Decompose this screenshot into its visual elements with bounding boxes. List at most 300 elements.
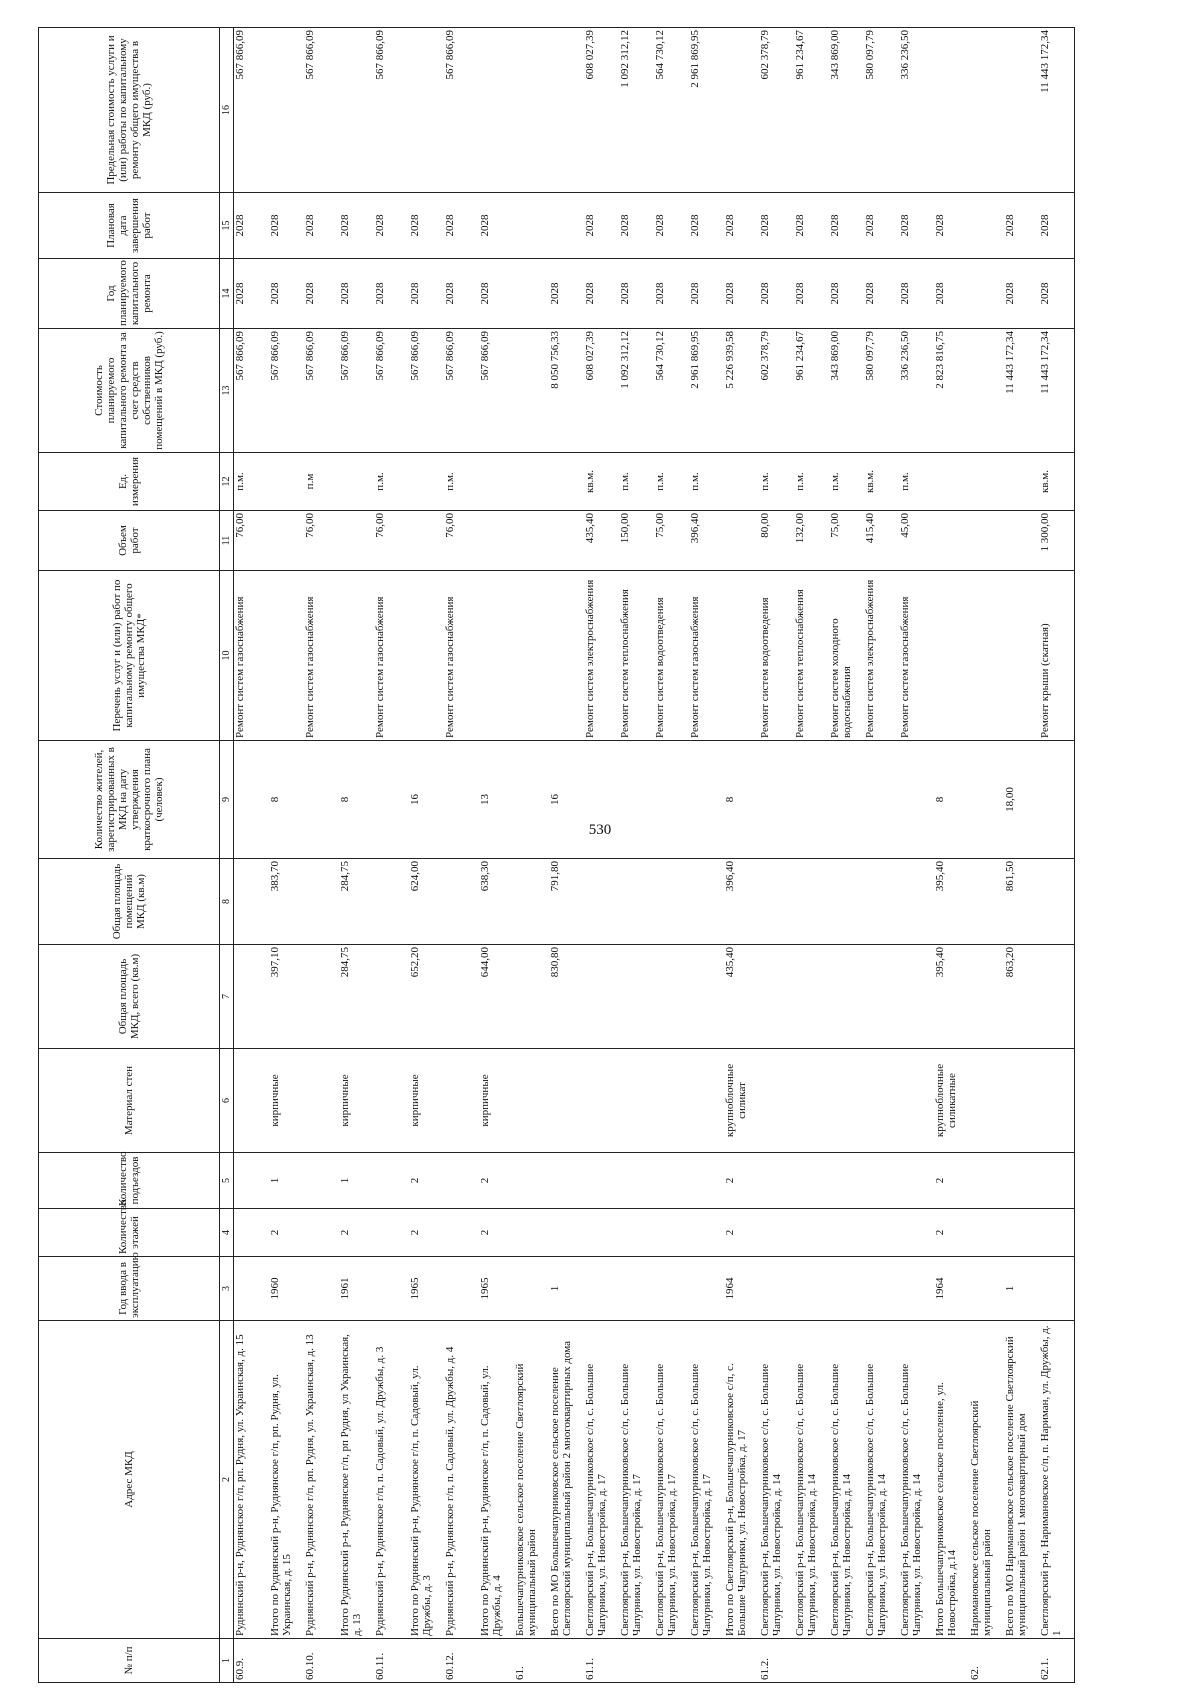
table-row [584,28,619,1683]
table-row [444,28,479,1683]
column-header: Материал стен [39,1049,220,1153]
table-cell: Итого по Светлоярский р-н, Большечапурниковское с/п, с. Большие Чапурники, ул. Новостройка, д. 17 [724,1321,759,1639]
table-cell [969,859,1004,945]
table-cell: Итого по Руднянский р-н, Руднянское г/п, п. Садовый, ул. Дружбы, д. 4 [479,1321,514,1639]
table-cell: 61. [514,1639,549,1683]
table-cell [444,1257,479,1321]
table-cell: 2028 [619,193,654,259]
table-cell: 2028 [689,259,724,329]
table-cell: 861,50 [1004,859,1039,945]
table-row [304,28,339,1683]
table-cell [549,511,584,571]
table-row [409,28,444,1683]
table-body [234,28,1075,1683]
table-cell [689,1049,724,1153]
table-cell [724,453,759,511]
table-cell: 567 866,09 [479,329,514,453]
table-cell: кв.м. [1039,453,1075,511]
table-cell [619,1209,654,1257]
table-cell [549,1639,584,1683]
table-cell: 2028 [234,193,270,259]
table-cell: 2028 [759,259,794,329]
table-cell [619,1153,654,1209]
table-cell [969,741,1004,859]
table-cell [584,1257,619,1321]
table-cell: Ремонт систем водоотведения [759,571,794,741]
table-cell: 2 [409,1153,444,1209]
table-cell [794,1257,829,1321]
table-cell [479,571,514,741]
table-cell: Руднянский р-н, Руднянское г/п, рп. Рудня, ул. Украинская, д. 15 [234,1321,270,1639]
table-cell [514,945,549,1049]
column-header: Год ввода в эксплуатацию [39,1257,220,1321]
table-cell: 2028 [829,193,864,259]
table-cell: 2 [479,1209,514,1257]
table-cell [794,1153,829,1209]
table-cell [549,1153,584,1209]
table-cell: 638,30 [479,859,514,945]
table-cell: п.м. [234,453,270,511]
table-row [759,28,794,1683]
table-cell: 8 [724,741,759,859]
table-cell: Светлоярский р-н, Большечапурниковское с/п, с. Большие Чапурники, ул. Новостройка, д. 17 [584,1321,619,1639]
table-cell [1039,945,1075,1049]
table-cell [759,1049,794,1153]
table-cell: п.м. [689,453,724,511]
table-cell: 336 236,50 [899,28,934,193]
table-cell: 8 [934,741,969,859]
table-cell: Ремонт систем газоснабжения [304,571,339,741]
table-cell: Светлоярский р-н, Большечапурниковское с/п, с. Большие Чапурники, ул. Новостройка, д. 17 [619,1321,654,1639]
table-cell: Итого Большечапурниковское сельское поселение, ул. Новостройка, д.14 [934,1321,969,1639]
column-number: 14 [220,259,234,329]
table-row [619,28,654,1683]
table-cell: 961 234,67 [794,329,829,453]
table-cell: 2028 [864,259,899,329]
table-cell [549,571,584,741]
table-cell [514,741,549,859]
table-cell: Ремонт систем теплоснабжения [794,571,829,741]
table-cell: 2028 [584,193,619,259]
table-cell: Руднянский р-н, Руднянское г/п, рп. Рудня, ул. Украинская, д. 13 [304,1321,339,1639]
table-cell: 2028 [1039,193,1075,259]
table-cell [969,511,1004,571]
table-cell [479,453,514,511]
table-cell [1004,1209,1039,1257]
table-cell: Ремонт систем электроснабжения [864,571,899,741]
column-number: 11 [220,511,234,571]
table-cell [444,1049,479,1153]
table-cell: 16 [549,741,584,859]
table-cell [864,1209,899,1257]
table-cell [1039,859,1075,945]
table-cell [479,28,514,193]
table-cell: Наримановское сельское поселение Светлоярский муниципальный район [969,1321,1004,1639]
table-cell: 644,00 [479,945,514,1049]
table-cell [339,453,374,511]
table-cell [654,1049,689,1153]
table-cell [899,1049,934,1153]
table-cell: Итого по Руднянский р-н, Руднянское г/п, п. Садовый, ул. Дружбы, д. 3 [409,1321,444,1639]
table-cell [374,1153,409,1209]
table-row [374,28,409,1683]
table-cell: 1 [269,1153,304,1209]
table-cell: 396,40 [724,859,759,945]
table-cell [549,193,584,259]
table-cell: кирпичные [479,1049,514,1153]
table-cell [969,28,1004,193]
table-cell [969,1049,1004,1153]
column-header: Перечень услуг и (или) работ по капитальному ремонту общего имущества МКД* [39,571,220,741]
table-cell: 13 [479,741,514,859]
table-cell [619,1639,654,1683]
table-cell: 2 [934,1209,969,1257]
table-cell: Руднянский р-н, Руднянское г/п, п. Садовый, ул. Дружбы, д. 3 [374,1321,409,1639]
table-cell: 652,20 [409,945,444,1049]
table-cell [969,259,1004,329]
table-cell: 2 961 869,95 [689,329,724,453]
table-cell [934,28,969,193]
table-cell: 2028 [374,193,409,259]
table-cell: Ремонт систем газоснабжения [689,571,724,741]
column-number: 1 [220,1639,234,1683]
table-cell: 608 027,39 [584,329,619,453]
column-header: Количество этажей [39,1209,220,1257]
column-number: 15 [220,193,234,259]
table-cell [444,859,479,945]
table-cell: п.м. [619,453,654,511]
table-cell [304,741,339,859]
table-cell [514,1049,549,1153]
column-header: Объем работ [39,511,220,571]
table-cell [969,1209,1004,1257]
table-cell: п.м. [899,453,934,511]
table-cell [514,193,549,259]
column-header: Общая площадь помещений МКД (кв.м) [39,859,220,945]
table-cell: 18,00 [1004,741,1039,859]
table-cell [619,859,654,945]
table-cell [899,1153,934,1209]
table-cell [899,1639,934,1683]
table-cell: 1965 [409,1257,444,1321]
table-cell: 75,00 [829,511,864,571]
table-cell: п.м. [759,453,794,511]
table-cell [969,1153,1004,1209]
table-cell [1004,1153,1039,1209]
table-cell: 343 869,00 [829,28,864,193]
table-cell: 2 [409,1209,444,1257]
table-cell: 2028 [724,259,759,329]
table-row [549,28,584,1683]
table-cell: 60.11. [374,1639,409,1683]
table-cell: Всего по МО Наримановское сельское поселение Светлоярский муниципальный район 1 многоквартирный дом [1004,1321,1039,1639]
column-number: 16 [220,28,234,193]
table-cell [304,1049,339,1153]
table-cell: Ремонт систем газоснабжения [899,571,934,741]
table-cell: п.м. [444,453,479,511]
table-cell [514,453,549,511]
table-cell: 76,00 [304,511,339,571]
table-cell: 2028 [934,193,969,259]
table-cell [304,945,339,1049]
table-cell [829,1257,864,1321]
column-header: Предельная стоимость услуги и (или) работы по капитальному ремонту общего имущества в МКД (руб.) [39,28,220,193]
table-cell: 2028 [339,259,374,329]
column-number: 8 [220,859,234,945]
table-cell: 567 866,09 [234,329,270,453]
table-cell: 11 443 172,34 [1039,28,1075,193]
table-cell: 76,00 [374,511,409,571]
table-cell [864,1049,899,1153]
table-cell: 2028 [269,193,304,259]
table-cell [234,1209,270,1257]
table-cell [514,1257,549,1321]
table-cell: 567 866,09 [444,28,479,193]
table-cell: 2028 [269,259,304,329]
table-header-row [39,28,220,1683]
table-cell [339,571,374,741]
table-cell: 396,40 [689,511,724,571]
table-cell: Ремонт систем водоотведения [654,571,689,741]
table-cell [829,1049,864,1153]
column-header: Ед. измерения [39,453,220,511]
table-cell: 567 866,09 [374,329,409,453]
table-cell [829,1639,864,1683]
table-cell [864,1257,899,1321]
table-cell: крупноблочные силикатные [934,1049,969,1153]
table-cell [514,329,549,453]
table-cell: Ремонт систем газоснабжения [444,571,479,741]
table-cell [689,1257,724,1321]
table-cell [409,571,444,741]
table-cell [969,453,1004,511]
table-cell: 2028 [444,193,479,259]
table-cell [689,945,724,1049]
table-cell [759,1153,794,1209]
table-cell: Большечапурниковское сельское поселение Светлоярский муниципальный район [514,1321,549,1639]
table-cell: кирпичные [409,1049,444,1153]
table-cell: 2028 [1039,259,1075,329]
page-number: 530 [588,822,612,838]
table-cell [584,859,619,945]
table-cell [654,859,689,945]
table-cell [654,1209,689,1257]
table-cell [689,741,724,859]
table-cell [374,945,409,1049]
table-cell: 2028 [654,259,689,329]
column-header: Плановая дата завершения работ [39,193,220,259]
table-cell [444,945,479,1049]
table-cell: 564 730,12 [654,329,689,453]
table-cell [864,1153,899,1209]
table-cell: 80,00 [759,511,794,571]
table-cell: Итого по Руднянский р-н, Руднянское г/п, рп. Рудня, ул. Украинская, д. 15 [269,1321,304,1639]
table-cell: 567 866,09 [339,329,374,453]
column-header: Количество жителей, зарегистрированных в МКД на дату утверждения краткосрочного плана (человек) [39,741,220,859]
repair-plan-table [38,27,1075,1683]
table-cell [899,945,934,1049]
table-cell [654,1639,689,1683]
table-cell [969,945,1004,1049]
table-cell [899,1257,934,1321]
table-cell: Ремонт систем газоснабжения [374,571,409,741]
table-cell [899,1209,934,1257]
table-cell [794,945,829,1049]
table-cell: 2 [724,1153,759,1209]
table-cell: крупноблочные силикат [724,1049,759,1153]
table-row [1039,28,1075,1683]
column-number: 3 [220,1257,234,1321]
table-cell: 580 097,79 [864,329,899,453]
table-cell [969,329,1004,453]
table-cell: Светлоярский р-н, Большечапурниковское с/п, с. Большие Чапурники, ул. Новостройка, д. 14 [864,1321,899,1639]
table-cell [444,1153,479,1209]
table-cell: 2028 [689,193,724,259]
table-cell: 1964 [934,1257,969,1321]
table-cell [234,1049,270,1153]
table-cell: 624,00 [409,859,444,945]
table-cell: 2028 [444,259,479,329]
table-cell: 1 [1004,1257,1039,1321]
table-cell: 60.10. [304,1639,339,1683]
table-cell [374,1209,409,1257]
table-cell [304,859,339,945]
table-cell [864,1639,899,1683]
table-cell [514,511,549,571]
table-cell: Светлоярский р-н, Наримановское с/п, п. Нариман, ул. Дружбы, д. 1 [1039,1321,1075,1639]
table-row [234,28,270,1683]
table-cell [969,1257,1004,1321]
table-cell [689,859,724,945]
table-cell: 2 961 869,95 [689,28,724,193]
table-cell: Ремонт систем теплоснабжения [619,571,654,741]
table-cell [724,28,759,193]
column-header: Адрес МКД [39,1321,220,1639]
table-cell [1039,741,1075,859]
table-cell [759,945,794,1049]
table-row [794,28,829,1683]
table-cell [794,859,829,945]
table-cell: 2028 [479,259,514,329]
column-number: 10 [220,571,234,741]
table-cell [549,1049,584,1153]
table-cell: 2 [934,1153,969,1209]
table-cell: 5 226 939,58 [724,329,759,453]
table-cell: 62. [969,1639,1004,1683]
table-cell [934,511,969,571]
table-cell: 863,20 [1004,945,1039,1049]
table-cell [269,28,304,193]
table-cell: п.м [304,453,339,511]
table-cell [549,28,584,193]
table-cell [409,1639,444,1683]
table-cell [794,1209,829,1257]
table-cell: 60.9. [234,1639,270,1683]
table-cell: 567 866,09 [234,28,270,193]
rotated-table-sheet [38,28,1158,1683]
table-row [969,28,1004,1683]
table-cell: 2028 [759,193,794,259]
table-cell [864,945,899,1049]
table-cell [934,571,969,741]
table-cell: 383,70 [269,859,304,945]
table-cell [304,1257,339,1321]
table-row [269,28,304,1683]
table-cell [724,571,759,741]
table-cell [234,945,270,1049]
table-cell [794,1049,829,1153]
table-cell [619,945,654,1049]
table-cell: 830,80 [549,945,584,1049]
table-cell: Светлоярский р-н, Большечапурниковское с/п, с. Большие Чапурники, ул. Новостройка, д. 14 [794,1321,829,1639]
table-cell [444,741,479,859]
table-cell [1039,1209,1075,1257]
table-cell: 2028 [549,259,584,329]
table-cell [1039,1257,1075,1321]
table-cell: 961 234,67 [794,28,829,193]
table-cell [304,1153,339,1209]
table-cell [619,1049,654,1153]
column-header: № п/п [39,1639,220,1683]
table-cell: 284,75 [339,859,374,945]
table-cell: Светлоярский р-н, Большечапурниковское с/п, с. Большие Чапурники, ул. Новостройка, д. 14 [759,1321,794,1639]
table-row [654,28,689,1683]
table-cell: 2028 [899,193,934,259]
table-cell: 567 866,09 [444,329,479,453]
table-cell: 75,00 [654,511,689,571]
table-row [934,28,969,1683]
table-cell: 2 [479,1153,514,1209]
table-cell [339,28,374,193]
table-cell [339,1639,374,1683]
table-cell [584,945,619,1049]
table-cell [969,193,1004,259]
table-cell: 2028 [304,259,339,329]
table-cell: 62.1. [1039,1639,1075,1683]
table-cell [584,1049,619,1153]
table-cell: Руднянский р-н, Руднянское г/п, п. Садовый, ул. Дружбы, д. 4 [444,1321,479,1639]
table-cell [269,453,304,511]
column-number: 7 [220,945,234,1049]
table-cell: Светлоярский р-н, Большечапурниковское с/п, с. Большие Чапурники, ул. Новостройка, д. 14 [829,1321,864,1639]
column-header: Стоимость планируемого капитального ремонта за счет средств собственников помещений в МКД (руб.) [39,329,220,453]
table-cell: Ремонт систем газоснабжения [234,571,270,741]
table-cell: 2028 [794,259,829,329]
table-cell [409,28,444,193]
table-cell [479,1639,514,1683]
table-cell: 2028 [1004,259,1039,329]
table-cell [374,1257,409,1321]
table-cell: 2028 [304,193,339,259]
table-cell [794,1639,829,1683]
table-row [1004,28,1039,1683]
table-cell: 1 [549,1257,584,1321]
table-cell: кв.м. [864,453,899,511]
table-cell: Ремонт систем холодного водоснабжения [829,571,864,741]
table-cell: п.м. [654,453,689,511]
table-cell [514,859,549,945]
table-cell [654,945,689,1049]
table-cell [1004,28,1039,193]
table-cell: 8 050 756,33 [549,329,584,453]
table-cell [234,859,270,945]
table-cell [549,1209,584,1257]
table-cell [269,571,304,741]
table-row [899,28,934,1683]
column-number: 13 [220,329,234,453]
table-cell [619,741,654,859]
table-cell: 2028 [584,259,619,329]
